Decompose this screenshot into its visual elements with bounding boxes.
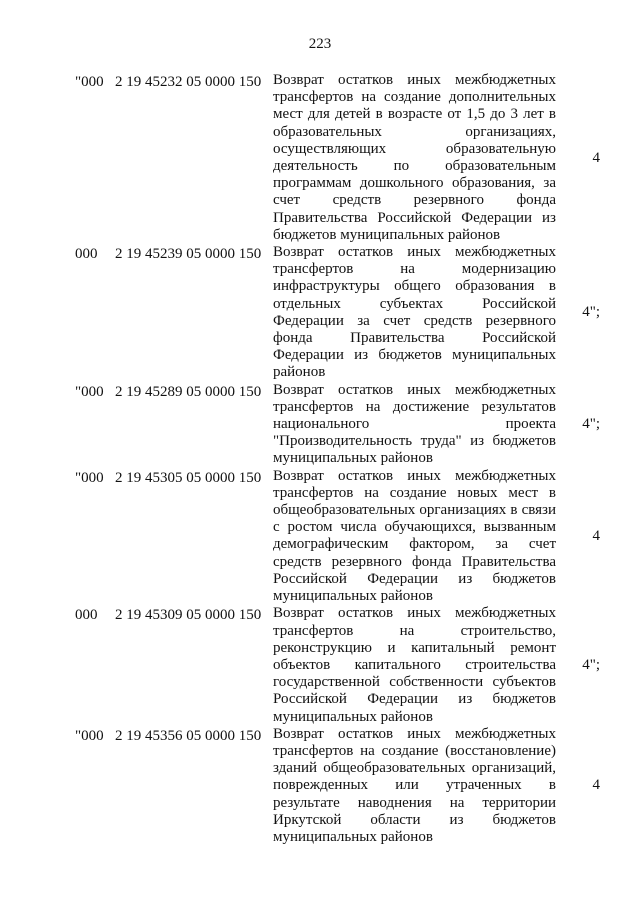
budget-classification-code: 2 19 45356 05 0000 150 bbox=[115, 727, 262, 744]
revenue-name: Возврат остатков иных межбюджетных трансфертов на создание новых мест в общеобразовательных организациях в связи с ростом числа обучающихся, вызванным демографическим фактором, за счет средств резервного фонда Правительства Российской Федерации из бюджетов муниципальных районов bbox=[273, 467, 556, 605]
budget-classification-code: 2 19 45305 05 0000 150 bbox=[115, 469, 262, 486]
revenue-name: Возврат остатков иных межбюджетных трансфертов на строительство, реконструкцию и капитальный ремонт объектов капитального строительства государственной собственности субъектов Российской Федерации из бюджетов муниципальных районов bbox=[273, 605, 556, 725]
admin-code: "000 bbox=[75, 469, 104, 486]
table-row bbox=[0, 72, 640, 244]
budget-classification-code: 2 19 45232 05 0000 150 bbox=[115, 74, 262, 90]
table-row bbox=[0, 726, 640, 846]
budget-classification-code: 2 19 45309 05 0000 150 bbox=[115, 607, 262, 624]
norm-value: 4"; bbox=[582, 657, 600, 673]
revenue-name: Возврат остатков иных межбюджетных трансфертов на создание (восстановление) зданий общеобразовательных организаций, поврежденных или утраченных в результате наводнения на территории Иркутской области из бюджетов муниципальных районов bbox=[273, 725, 556, 845]
admin-code: "000 bbox=[75, 727, 104, 744]
norm-value: 4"; bbox=[582, 304, 600, 321]
revenue-name: Возврат остатков иных межбюджетных трансфертов на модернизацию инфраструктуры общего образования в отдельных субъектах Российской Федерации за счет средств резервного фонда Правительства Российской Федерации из бюджетов муниципальных районов bbox=[273, 244, 556, 381]
admin-code: "000 bbox=[75, 383, 104, 400]
admin-code: 000 bbox=[75, 607, 98, 624]
table-row bbox=[0, 605, 640, 725]
budget-codes-table bbox=[0, 72, 640, 846]
norm-value: 4 bbox=[592, 149, 600, 166]
budget-classification-code: 2 19 45289 05 0000 150 bbox=[115, 383, 262, 400]
table-row bbox=[0, 244, 640, 382]
revenue-name: Возврат остатков иных межбюджетных трансфертов на достижение результатов национального проекта "Производительность труда" из бюджетов муниципальных районов bbox=[273, 381, 556, 467]
budget-classification-code: 2 19 45239 05 0000 150 bbox=[115, 246, 262, 263]
norm-value: 4 bbox=[592, 777, 600, 794]
table-row bbox=[0, 468, 640, 606]
norm-value: 4"; bbox=[582, 416, 600, 433]
admin-code: "000 bbox=[75, 74, 104, 90]
table-row bbox=[0, 382, 640, 468]
admin-code: 000 bbox=[75, 246, 98, 263]
page-number: 223 bbox=[308, 36, 332, 52]
revenue-name: Возврат остатков иных межбюджетных трансфертов на создание дополнительных мест для детей в возрасте от 1,5 до 3 лет в образовательных организациях, осуществляющих образовательную деятельность по образовательным программам дошкольного образования, за счет средств резервного фонда Правительства Российской Федерации из бюджетов муниципальных районов bbox=[273, 72, 556, 243]
norm-value: 4 bbox=[592, 527, 600, 544]
